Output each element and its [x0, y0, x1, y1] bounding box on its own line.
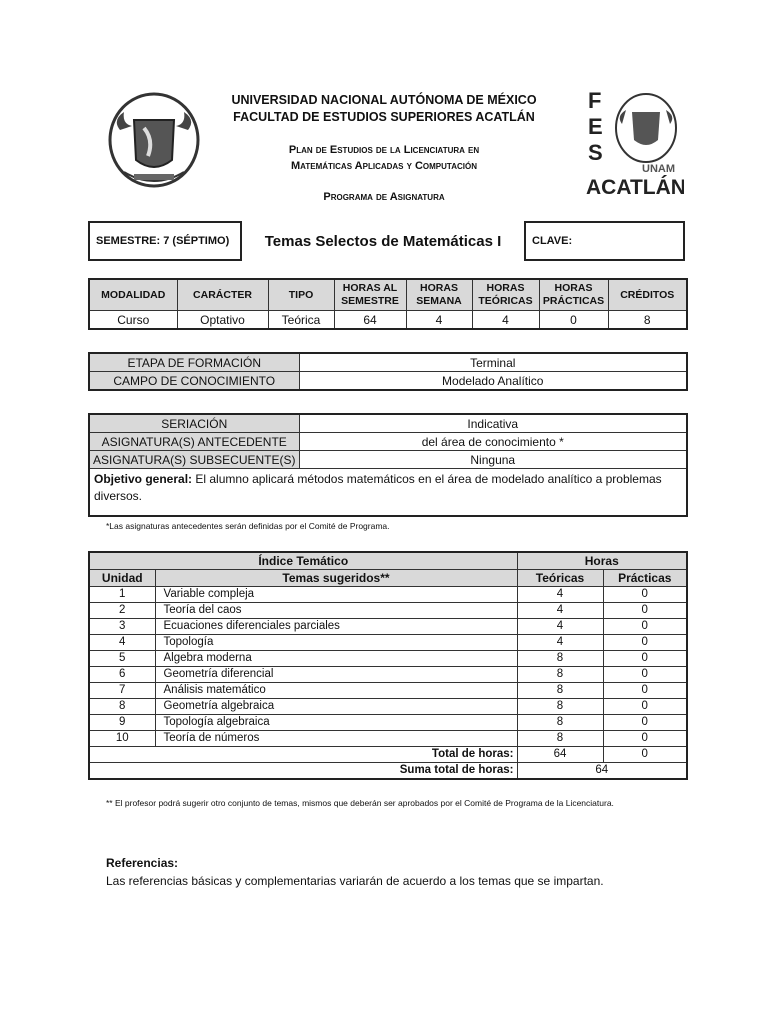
- col-practicas: Prácticas: [603, 570, 687, 587]
- fes-letter-s: S: [588, 140, 603, 165]
- footnote-temas: ** El profesor podrá sugerir otro conjunto de temas, mismos que deberán ser aprobados por el Comité de Programa de la Licenciatura.: [106, 798, 614, 808]
- tema-cell: Variable compleja: [155, 587, 517, 603]
- value-horas-semana: 4: [406, 311, 472, 330]
- col-temas: Temas sugeridos**: [155, 570, 517, 587]
- tema-cell: Geometría diferencial: [155, 667, 517, 683]
- subsecuente-row: [89, 451, 687, 469]
- teoricas-cell: 4: [517, 603, 603, 619]
- acatlan-wordmark: ACATLÁN: [586, 176, 684, 199]
- tema-cell: Geometría algebraica: [155, 699, 517, 715]
- etapa-value: Terminal: [299, 353, 687, 372]
- referencias-text: Las referencias básicas y complementarias variarán de acuerdo a los temas que se impartan.: [106, 874, 604, 888]
- unidad-cell: 9: [89, 715, 155, 731]
- plan-line-2: Matemáticas Aplicadas y Computación: [291, 160, 477, 172]
- seriacion-table: [88, 413, 688, 517]
- unidad-cell: 5: [89, 651, 155, 667]
- table-row: [89, 683, 687, 699]
- value-tipo: Teórica: [268, 311, 334, 330]
- value-horas-practicas: 0: [539, 311, 608, 330]
- campo-label: CAMPO DE CONOCIMIENTO: [89, 372, 299, 391]
- value-horas-teoricas: 4: [472, 311, 539, 330]
- table-row: [89, 587, 687, 603]
- subsecuente-label: ASIGNATURA(S) SUBSECUENTE(S): [89, 451, 299, 469]
- practicas-cell: 0: [603, 603, 687, 619]
- tema-cell: Teoría de números: [155, 731, 517, 747]
- teoricas-cell: 4: [517, 635, 603, 651]
- table-row: [89, 651, 687, 667]
- objetivo-cell: [89, 469, 687, 517]
- antecedente-value: del área de conocimiento *: [299, 433, 687, 451]
- table-row: [89, 635, 687, 651]
- summary-header-row: [89, 279, 687, 311]
- clave-box: CLAVE:: [524, 221, 685, 261]
- tema-cell: Teoría del caos: [155, 603, 517, 619]
- semestre-box: SEMESTRE: 7 (SÉPTIMO): [88, 221, 242, 261]
- unam-wordmark: UNAM: [642, 163, 675, 175]
- seriacion-value: Indicativa: [299, 414, 687, 433]
- table-row: [89, 603, 687, 619]
- table-row: [89, 731, 687, 747]
- plan-line-1: Plan de Estudios de la Licenciatura en: [288, 144, 480, 156]
- summary-value-row: [89, 311, 687, 330]
- header-modalidad: MODALIDAD: [89, 279, 177, 311]
- subsecuente-value: Ninguna: [299, 451, 687, 469]
- indice-tematico-table: [88, 551, 688, 780]
- unam-seal-logo: [104, 90, 204, 198]
- suma-row: [89, 763, 687, 780]
- university-name: UNIVERSIDAD NACIONAL AUTÓNOMA DE MÉXICO: [231, 93, 537, 107]
- teoricas-cell: 8: [517, 667, 603, 683]
- header-horas-semana: HORAS SEMANA: [406, 279, 472, 311]
- footnote-antecedentes: *Las asignaturas antecedentes serán definidas por el Comité de Programa.: [106, 521, 390, 531]
- antecedente-row: [89, 433, 687, 451]
- value-caracter: Optativo: [177, 311, 268, 330]
- tema-cell: Topología algebraica: [155, 715, 517, 731]
- tema-cell: Algebra moderna: [155, 651, 517, 667]
- total-label: Total de horas:: [89, 747, 517, 763]
- table-row: [89, 667, 687, 683]
- fes-letter-e: E: [588, 114, 603, 139]
- referencias-heading: Referencias:: [106, 856, 179, 870]
- antecedente-label: ASIGNATURA(S) ANTECEDENTE: [89, 433, 299, 451]
- teoricas-cell: 8: [517, 715, 603, 731]
- teoricas-cell: 8: [517, 651, 603, 667]
- unidad-cell: 1: [89, 587, 155, 603]
- practicas-cell: 0: [603, 651, 687, 667]
- total-row: [89, 747, 687, 763]
- etapa-row: [89, 353, 687, 372]
- table-row: [89, 619, 687, 635]
- practicas-cell: 0: [603, 667, 687, 683]
- unidad-cell: 8: [89, 699, 155, 715]
- tema-cell: Ecuaciones diferenciales parciales: [155, 619, 517, 635]
- value-creditos: 8: [608, 311, 687, 330]
- fes-letter-f: F: [588, 88, 602, 113]
- practicas-cell: 0: [603, 699, 687, 715]
- course-summary-table: [88, 278, 688, 330]
- campo-row: [89, 372, 687, 391]
- program-title: Programa de Asignatura: [323, 191, 445, 203]
- campo-value: Modelado Analítico: [299, 372, 687, 391]
- suma-label: Suma total de horas:: [89, 763, 517, 780]
- unidad-cell: 4: [89, 635, 155, 651]
- indice-header-row: [89, 570, 687, 587]
- value-horas-semestre: 64: [334, 311, 406, 330]
- total-teoricas: 64: [517, 747, 603, 763]
- tema-cell: Análisis matemático: [155, 683, 517, 699]
- header-caracter: CARÁCTER: [177, 279, 268, 311]
- header-horas-semestre: HORAS AL SEMESTRE: [334, 279, 406, 311]
- objetivo-label: Objetivo general:: [94, 472, 193, 486]
- teoricas-cell: 8: [517, 699, 603, 715]
- course-title: Temas Selectos de Matemáticas I: [264, 232, 502, 250]
- fes-acatlan-logo: [584, 88, 684, 200]
- suma-value: 64: [517, 763, 687, 780]
- objetivo-text: El alumno aplicará métodos matemáticos en el área de modelado analítico a problemas diversos.: [94, 472, 662, 503]
- table-row: [89, 715, 687, 731]
- objetivo-row: [89, 469, 687, 517]
- unidad-cell: 3: [89, 619, 155, 635]
- indice-title-row: [89, 552, 687, 570]
- formacion-table: [88, 352, 688, 391]
- practicas-cell: 0: [603, 715, 687, 731]
- teoricas-cell: 4: [517, 619, 603, 635]
- header-horas-teoricas: HORAS TEÓRICAS: [472, 279, 539, 311]
- teoricas-cell: 4: [517, 587, 603, 603]
- practicas-cell: 0: [603, 635, 687, 651]
- horas-title: Horas: [517, 552, 687, 570]
- institution-header: [200, 92, 568, 126]
- unidad-cell: 10: [89, 731, 155, 747]
- indice-rows: [89, 587, 687, 747]
- table-row: [89, 699, 687, 715]
- teoricas-cell: 8: [517, 731, 603, 747]
- seriacion-row: [89, 414, 687, 433]
- unidad-cell: 6: [89, 667, 155, 683]
- plan-title: [200, 142, 568, 174]
- practicas-cell: 0: [603, 731, 687, 747]
- indice-title: Índice Temático: [89, 552, 517, 570]
- col-teoricas: Teóricas: [517, 570, 603, 587]
- value-modalidad: Curso: [89, 311, 177, 330]
- practicas-cell: 0: [603, 619, 687, 635]
- header-tipo: TIPO: [268, 279, 334, 311]
- faculty-name: FACULTAD DE ESTUDIOS SUPERIORES ACATLÁN: [233, 110, 535, 124]
- col-unidad: Unidad: [89, 570, 155, 587]
- unidad-cell: 2: [89, 603, 155, 619]
- practicas-cell: 0: [603, 683, 687, 699]
- header-horas-practicas: HORAS PRÁCTICAS: [539, 279, 608, 311]
- teoricas-cell: 8: [517, 683, 603, 699]
- unidad-cell: 7: [89, 683, 155, 699]
- tema-cell: Topología: [155, 635, 517, 651]
- seriacion-label: SERIACIÓN: [89, 414, 299, 433]
- header-creditos: CRÉDITOS: [608, 279, 687, 311]
- etapa-label: ETAPA DE FORMACIÓN: [89, 353, 299, 372]
- total-practicas: 0: [603, 747, 687, 763]
- practicas-cell: 0: [603, 587, 687, 603]
